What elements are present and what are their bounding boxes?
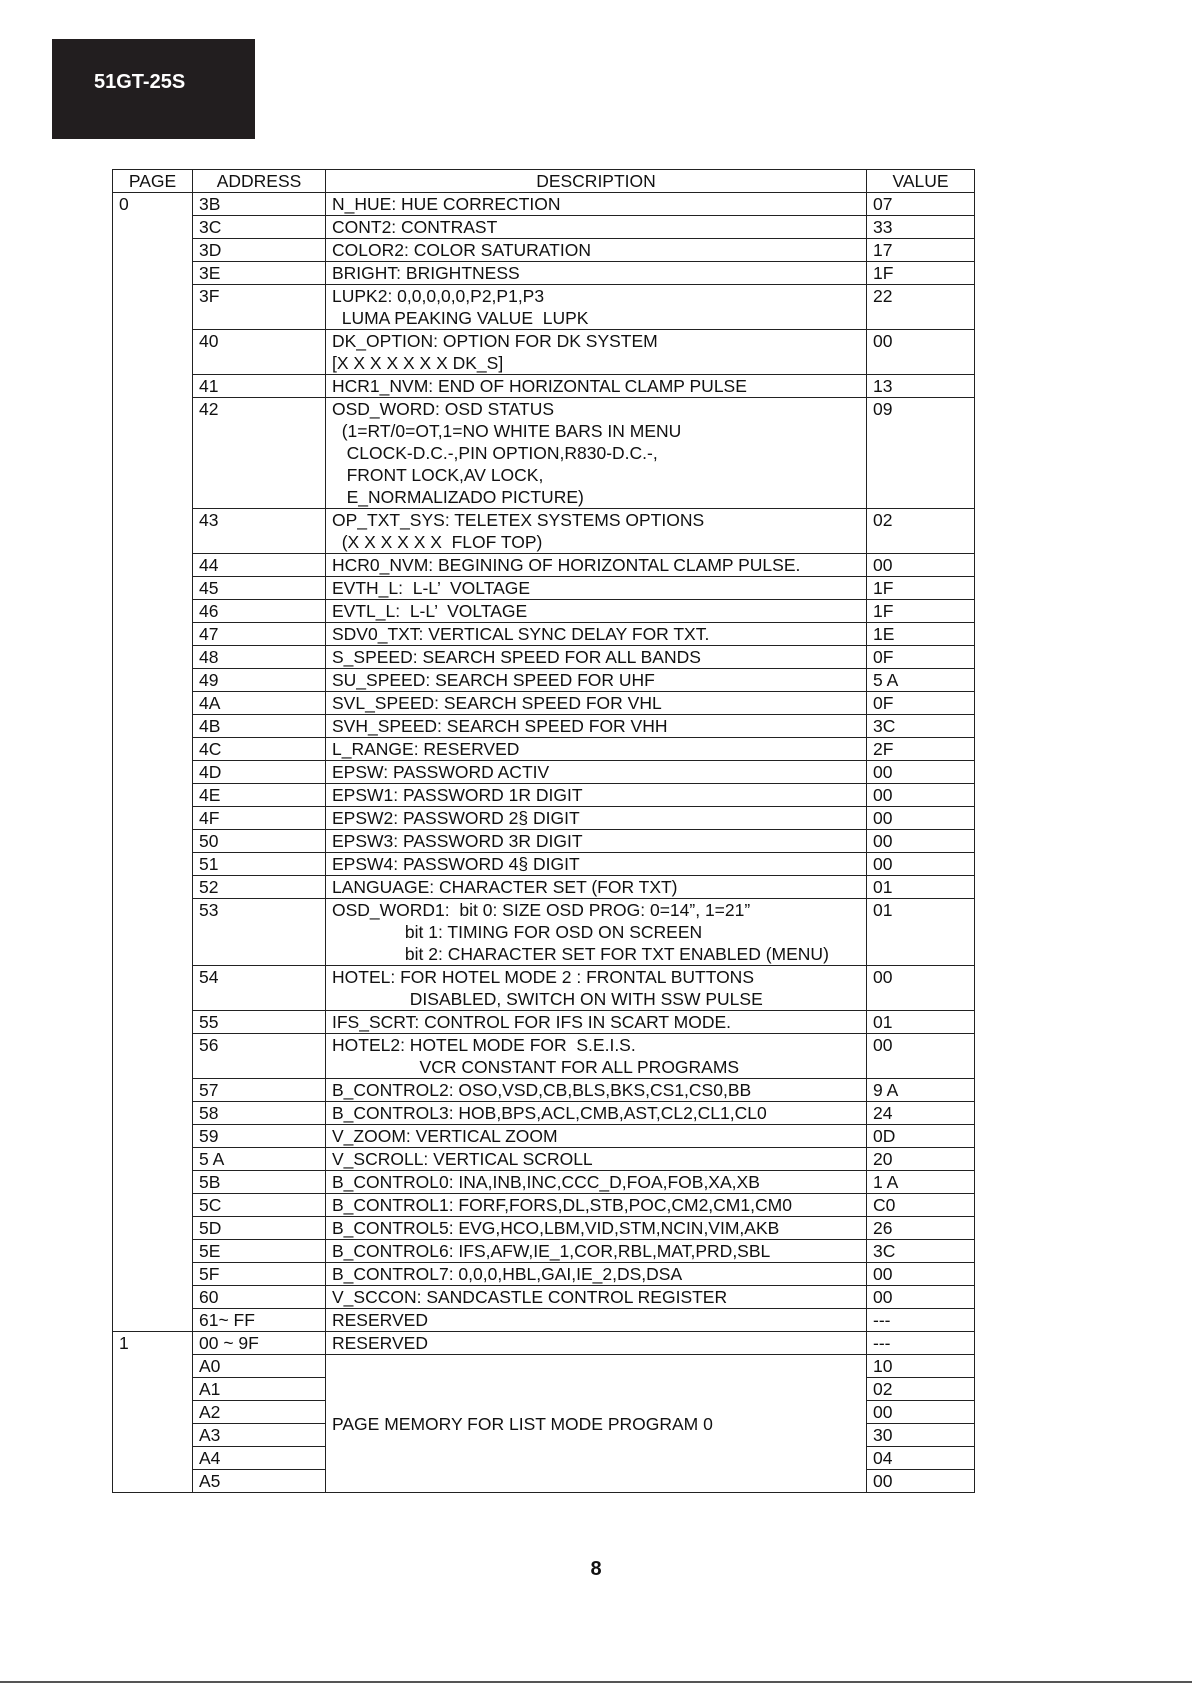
address-cell: 53 — [193, 899, 326, 966]
value-cell: 0F — [867, 646, 975, 669]
value-cell: 00 — [867, 966, 975, 1011]
value-cell: 04 — [867, 1447, 975, 1470]
table-row — [113, 1148, 975, 1171]
description-cell: EPSW3: PASSWORD 3R DIGIT — [326, 830, 867, 853]
address-cell: 60 — [193, 1286, 326, 1309]
table-row — [113, 738, 975, 761]
description-cell: EPSW: PASSWORD ACTIV — [326, 761, 867, 784]
description-cell: RESERVED — [326, 1309, 867, 1332]
value-cell: 07 — [867, 193, 975, 216]
value-cell: 33 — [867, 216, 975, 239]
description-cell: CONT2: CONTRAST — [326, 216, 867, 239]
table-row — [113, 1263, 975, 1286]
value-cell: 10 — [867, 1355, 975, 1378]
table-row — [113, 193, 975, 216]
description-cell: L_RANGE: RESERVED — [326, 738, 867, 761]
value-cell: 9 A — [867, 1079, 975, 1102]
value-cell: 1F — [867, 577, 975, 600]
description-cell: IFS_SCRT: CONTROL FOR IFS IN SCART MODE. — [326, 1011, 867, 1034]
table-row — [113, 285, 975, 330]
table-row — [113, 375, 975, 398]
address-cell: 4F — [193, 807, 326, 830]
description-cell: V_ZOOM: VERTICAL ZOOM — [326, 1125, 867, 1148]
page-number: 8 — [590, 1558, 602, 1580]
address-cell: 4D — [193, 761, 326, 784]
address-cell: 44 — [193, 554, 326, 577]
table-row — [113, 1240, 975, 1263]
address-cell: 00 ~ 9F — [193, 1332, 326, 1355]
value-cell: 01 — [867, 876, 975, 899]
description-cell: SU_SPEED: SEARCH SPEED FOR UHF — [326, 669, 867, 692]
table-row — [113, 692, 975, 715]
address-cell: 4E — [193, 784, 326, 807]
value-cell: 1F — [867, 600, 975, 623]
value-cell: 02 — [867, 1378, 975, 1401]
address-cell: 57 — [193, 1079, 326, 1102]
table-row — [113, 784, 975, 807]
address-cell: A4 — [193, 1447, 326, 1470]
memory-description-cell: PAGE MEMORY FOR LIST MODE PROGRAM 0 — [326, 1355, 867, 1493]
column-header-description: DESCRIPTION — [326, 170, 867, 193]
description-cell: EPSW1: PASSWORD 1R DIGIT — [326, 784, 867, 807]
table-row — [113, 1355, 975, 1378]
value-cell: 00 — [867, 784, 975, 807]
description-cell: HOTEL: FOR HOTEL MODE 2 : FRONTAL BUTTONS DISABLED, SWITCH ON WITH SSW PULSE — [326, 966, 867, 1011]
value-cell: 00 — [867, 554, 975, 577]
address-cell: 40 — [193, 330, 326, 375]
value-cell: 17 — [867, 239, 975, 262]
value-cell: 22 — [867, 285, 975, 330]
page-cell: 1 — [113, 1332, 193, 1493]
table-row — [113, 1217, 975, 1240]
table-row — [113, 262, 975, 285]
address-cell: 3B — [193, 193, 326, 216]
value-cell: 00 — [867, 853, 975, 876]
description-cell: LUPK2: 0,0,0,0,0,P2,P1,P3 LUMA PEAKING VALUE LUPK — [326, 285, 867, 330]
table-row — [113, 509, 975, 554]
table-row — [113, 830, 975, 853]
table-row — [113, 1102, 975, 1125]
value-cell: 00 — [867, 830, 975, 853]
address-cell: 41 — [193, 375, 326, 398]
description-cell: SDV0_TXT: VERTICAL SYNC DELAY FOR TXT. — [326, 623, 867, 646]
description-cell: SVL_SPEED: SEARCH SPEED FOR VHL — [326, 692, 867, 715]
table-row — [113, 761, 975, 784]
address-cell: 59 — [193, 1125, 326, 1148]
address-cell: 42 — [193, 398, 326, 509]
description-cell: EPSW2: PASSWORD 2§ DIGIT — [326, 807, 867, 830]
value-cell: 1E — [867, 623, 975, 646]
value-cell: --- — [867, 1309, 975, 1332]
value-cell: 30 — [867, 1424, 975, 1447]
value-cell: 13 — [867, 375, 975, 398]
description-cell: OSD_WORD1: bit 0: SIZE OSD PROG: 0=14”, 1=21” bit 1: TIMING FOR OSD ON SCREEN bit 2: CHARACTER SET FOR TXT ENABLED (MENU) — [326, 899, 867, 966]
description-cell: OP_TXT_SYS: TELETEX SYSTEMS OPTIONS (X X X X X X FLOF TOP) — [326, 509, 867, 554]
description-cell: EVTH_L: L-L’ VOLTAGE — [326, 577, 867, 600]
value-cell: 00 — [867, 761, 975, 784]
address-cell: 3F — [193, 285, 326, 330]
table-row — [113, 623, 975, 646]
value-cell: 00 — [867, 1263, 975, 1286]
table-row — [113, 807, 975, 830]
table-row — [113, 1079, 975, 1102]
table-row — [113, 853, 975, 876]
value-cell: 01 — [867, 899, 975, 966]
value-cell: 00 — [867, 1401, 975, 1424]
value-cell: 00 — [867, 1286, 975, 1309]
address-cell: 46 — [193, 600, 326, 623]
description-cell: LANGUAGE: CHARACTER SET (FOR TXT) — [326, 876, 867, 899]
description-cell: SVH_SPEED: SEARCH SPEED FOR VHH — [326, 715, 867, 738]
value-cell: 1F — [867, 262, 975, 285]
address-cell: 3C — [193, 216, 326, 239]
value-cell: 1 A — [867, 1171, 975, 1194]
description-cell: B_CONTROL5: EVG,HCO,LBM,VID,STM,NCIN,VIM,AKB — [326, 1217, 867, 1240]
address-cell: 3D — [193, 239, 326, 262]
value-cell: 26 — [867, 1217, 975, 1240]
description-cell: OSD_WORD: OSD STATUS (1=RT/0=OT,1=NO WHITE BARS IN MENU CLOCK-D.C.-,PIN OPTION,R830-D.C.-, FRONT LOCK,AV LOCK, E_NORMALIZADO PICTURE) — [326, 398, 867, 509]
table-row — [113, 1194, 975, 1217]
description-cell: B_CONTROL1: FORF,FORS,DL,STB,POC,CM2,CM1,CM0 — [326, 1194, 867, 1217]
address-cell: 3E — [193, 262, 326, 285]
value-cell: 09 — [867, 398, 975, 509]
address-cell: A3 — [193, 1424, 326, 1447]
address-cell: A2 — [193, 1401, 326, 1424]
value-cell: 3C — [867, 1240, 975, 1263]
model-badge: 51GT-25S — [52, 39, 255, 139]
column-header-page: PAGE — [113, 170, 193, 193]
value-cell: 00 — [867, 330, 975, 375]
description-cell: HOTEL2: HOTEL MODE FOR S.E.I.S. VCR CONSTANT FOR ALL PROGRAMS — [326, 1034, 867, 1079]
page-cell: 0 — [113, 193, 193, 1332]
address-cell: 5D — [193, 1217, 326, 1240]
value-cell: 01 — [867, 1011, 975, 1034]
address-cell: A5 — [193, 1470, 326, 1493]
address-cell: 5B — [193, 1171, 326, 1194]
address-cell: 5F — [193, 1263, 326, 1286]
value-cell: 0F — [867, 692, 975, 715]
value-cell: 3C — [867, 715, 975, 738]
address-cell: 4A — [193, 692, 326, 715]
description-cell: V_SCCON: SANDCASTLE CONTROL REGISTER — [326, 1286, 867, 1309]
table-row — [113, 1332, 975, 1355]
description-cell: DK_OPTION: OPTION FOR DK SYSTEM [X X X X X X X DK_S] — [326, 330, 867, 375]
table-row — [113, 1011, 975, 1034]
table-row — [113, 600, 975, 623]
table-row — [113, 239, 975, 262]
description-cell: B_CONTROL0: INA,INB,INC,CCC_D,FOA,FOB,XA,XB — [326, 1171, 867, 1194]
address-cell: A1 — [193, 1378, 326, 1401]
description-cell: N_HUE: HUE CORRECTION — [326, 193, 867, 216]
table-row — [113, 554, 975, 577]
address-cell: A0 — [193, 1355, 326, 1378]
table-row — [113, 899, 975, 966]
table-row — [113, 398, 975, 509]
value-cell: 02 — [867, 509, 975, 554]
table-row — [113, 1125, 975, 1148]
address-cell: 52 — [193, 876, 326, 899]
address-cell: 51 — [193, 853, 326, 876]
address-cell: 47 — [193, 623, 326, 646]
table-header-row — [113, 170, 975, 193]
address-cell: 50 — [193, 830, 326, 853]
description-cell: S_SPEED: SEARCH SPEED FOR ALL BANDS — [326, 646, 867, 669]
value-cell: C0 — [867, 1194, 975, 1217]
description-cell: HCR1_NVM: END OF HORIZONTAL CLAMP PULSE — [326, 375, 867, 398]
address-cell: 4B — [193, 715, 326, 738]
table-body — [113, 193, 975, 1493]
bottom-rule — [0, 1681, 1192, 1683]
address-cell: 55 — [193, 1011, 326, 1034]
column-header-value: VALUE — [867, 170, 975, 193]
address-cell: 45 — [193, 577, 326, 600]
description-cell: V_SCROLL: VERTICAL SCROLL — [326, 1148, 867, 1171]
address-cell: 4C — [193, 738, 326, 761]
column-header-address: ADDRESS — [193, 170, 326, 193]
table-row — [113, 669, 975, 692]
table-row — [113, 216, 975, 239]
address-cell: 56 — [193, 1034, 326, 1079]
description-cell: EPSW4: PASSWORD 4§ DIGIT — [326, 853, 867, 876]
description-cell: RESERVED — [326, 1332, 867, 1355]
address-cell: 58 — [193, 1102, 326, 1125]
table-row — [113, 876, 975, 899]
table-row — [113, 1034, 975, 1079]
address-cell: 5E — [193, 1240, 326, 1263]
description-cell: EVTL_L: L-L’ VOLTAGE — [326, 600, 867, 623]
description-cell: B_CONTROL2: OSO,VSD,CB,BLS,BKS,CS1,CS0,BB — [326, 1079, 867, 1102]
value-cell: 24 — [867, 1102, 975, 1125]
value-cell: 20 — [867, 1148, 975, 1171]
table-row — [113, 966, 975, 1011]
description-cell: BRIGHT: BRIGHTNESS — [326, 262, 867, 285]
value-cell: 2F — [867, 738, 975, 761]
value-cell: 00 — [867, 1470, 975, 1493]
address-cell: 54 — [193, 966, 326, 1011]
address-cell: 61~ FF — [193, 1309, 326, 1332]
table-row — [113, 715, 975, 738]
address-cell: 48 — [193, 646, 326, 669]
value-cell: 5 A — [867, 669, 975, 692]
description-cell: B_CONTROL7: 0,0,0,HBL,GAI,IE_2,DS,DSA — [326, 1263, 867, 1286]
table-row — [113, 1286, 975, 1309]
description-cell: B_CONTROL3: HOB,BPS,ACL,CMB,AST,CL2,CL1,CL0 — [326, 1102, 867, 1125]
address-cell: 5C — [193, 1194, 326, 1217]
table-row — [113, 646, 975, 669]
table-row — [113, 1309, 975, 1332]
table-row — [113, 330, 975, 375]
description-cell: COLOR2: COLOR SATURATION — [326, 239, 867, 262]
description-cell: HCR0_NVM: BEGINING OF HORIZONTAL CLAMP PULSE. — [326, 554, 867, 577]
description-cell: B_CONTROL6: IFS,AFW,IE_1,COR,RBL,MAT,PRD,SBL — [326, 1240, 867, 1263]
value-cell: 00 — [867, 1034, 975, 1079]
value-cell: --- — [867, 1332, 975, 1355]
register-table — [112, 169, 975, 1493]
address-cell: 5 A — [193, 1148, 326, 1171]
table-row — [113, 577, 975, 600]
address-cell: 43 — [193, 509, 326, 554]
value-cell: 00 — [867, 807, 975, 830]
value-cell: 0D — [867, 1125, 975, 1148]
table-row — [113, 1171, 975, 1194]
address-cell: 49 — [193, 669, 326, 692]
